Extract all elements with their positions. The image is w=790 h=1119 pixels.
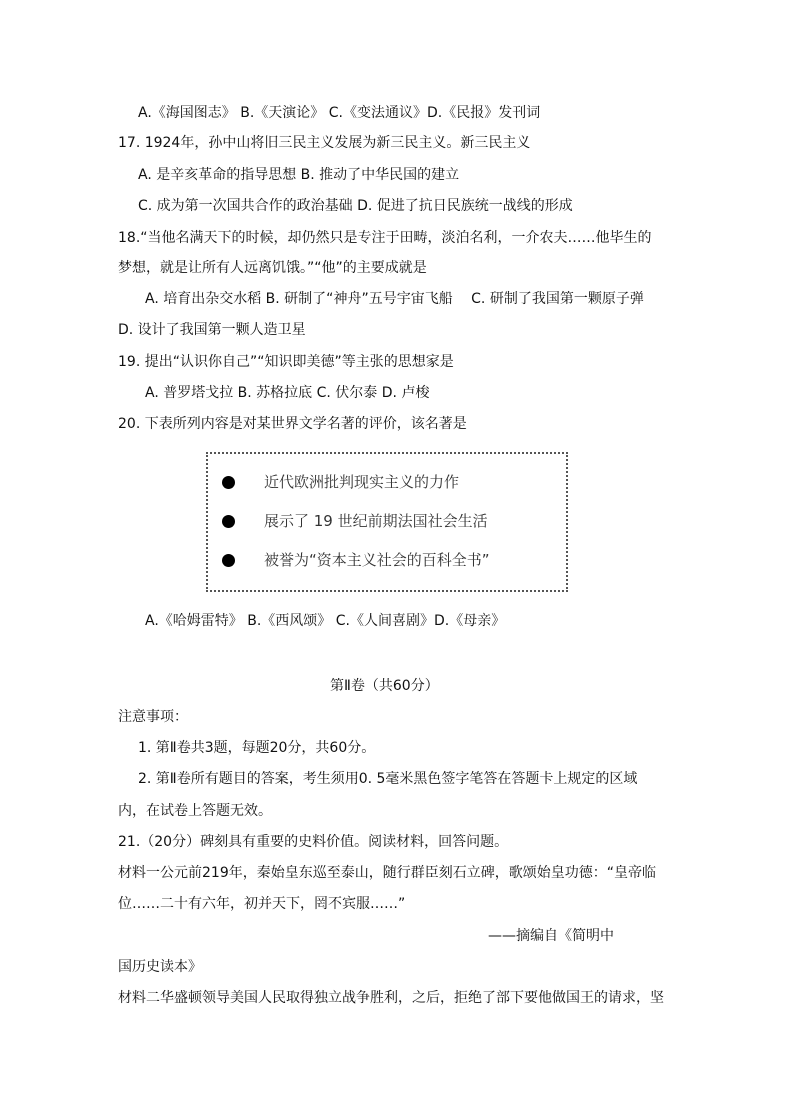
q20-options: A.《哈姆雷特》 B.《西风颂》 C.《人间喜剧》D.《母亲》 [145, 613, 506, 629]
q20-evaluation-box [206, 452, 568, 592]
note-2b: 内，在试卷上答题无效。 [118, 803, 272, 819]
note-1: 1. 第Ⅱ卷共3题，每题20分，共60分。 [138, 740, 376, 756]
q17-stem: 17. 1924年，孙中山将旧三民主义发展为新三民主义。新三民主义 [118, 135, 531, 151]
material-1a: 材料一公元前219年，秦始皇东巡至泰山，随行群臣刻石立碑，歌颂始皇功德：“皇帝临 [118, 865, 656, 881]
q16-options: A.《海国图志》 B.《天演论》 C.《变法通议》D.《民报》发刊词 [138, 105, 541, 121]
q21-stem: 21.（20分）碑刻具有重要的史料价值。阅读材料，回答问题。 [118, 834, 509, 850]
q18-options-abc: A. 培育出杂交水稻 B. 研制了“神舟”五号宇宙飞船 C. 研制了我国第一颗原子弹 [145, 291, 644, 307]
evaluation-item: 展示了 19 世纪前期法国社会生活 [264, 512, 488, 530]
q18-stem-1: 18.“当他名满天下的时候，却仍然只是专注于田畴，淡泊名利，一介农夫……他毕生的 [118, 230, 652, 246]
bullet-icon [222, 476, 235, 489]
material-1b: 位……二十有六年，初并天下，罔不宾服……” [118, 896, 406, 912]
q18-option-d: D. 设计了我国第一颗人造卫星 [118, 322, 306, 338]
q19-stem: 19. 提出“认识你自己”“知识即美德”等主张的思想家是 [118, 354, 454, 370]
bullet-icon [222, 515, 235, 528]
source-1: ——摘编自《简明中 [488, 928, 614, 944]
evaluation-item: 近代欧洲批判现实主义的力作 [264, 473, 460, 491]
material-2: 材料二华盛顿领导美国人民取得独立战争胜利，之后，拒绝了部下要他做国王的请求，坚 [118, 990, 664, 1006]
q20-stem: 20. 下表所列内容是对某世界文学名著的评价，该名著是 [118, 416, 467, 432]
q17-options-ab: A. 是辛亥革命的指导思想 B. 推动了中华民国的建立 [138, 167, 460, 183]
source-2: 国历史读本》 [118, 959, 202, 975]
q19-options: A. 普罗塔戈拉 B. 苏格拉底 C. 伏尔泰 D. 卢梭 [145, 385, 430, 401]
section-title: 第Ⅱ卷（共60分） [330, 678, 439, 694]
notes-heading: 注意事项： [118, 709, 188, 725]
bullet-icon [222, 554, 235, 567]
q18-stem-2: 梦想，就是让所有人远离饥饿。”“他”的主要成就是 [118, 260, 427, 276]
evaluation-item: 被誉为“资本主义社会的百科全书” [264, 551, 490, 569]
note-2a: 2. 第Ⅱ卷所有题目的答案，考生须用0. 5毫米黑色签字笔答在答题卡上规定的区域 [138, 771, 638, 787]
q17-options-cd: C. 成为第一次国共合作的政治基础 D. 促进了抗日民族统一战线的形成 [138, 198, 573, 214]
